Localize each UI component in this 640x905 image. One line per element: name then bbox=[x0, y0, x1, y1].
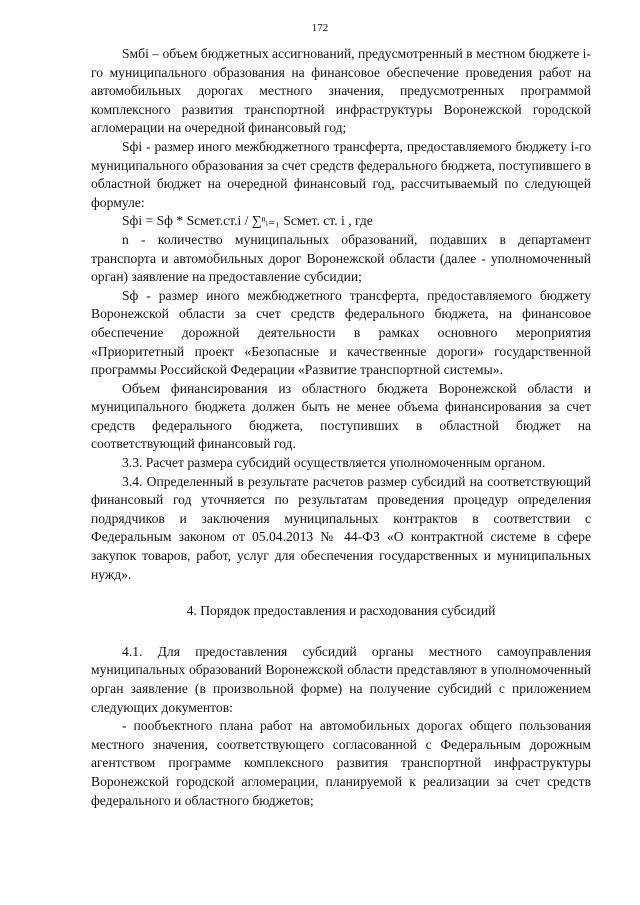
document-body bbox=[91, 45, 591, 810]
section-heading-4: 4. Порядок предоставления и расходования субсидий bbox=[186, 603, 496, 619]
paragraph-work-plan: - пообъектного плана работ на автомобильных дорогах общего пользования местного значения, соответствующего согласованной с Федеральным дорожным агентством программе комплексного развития транспортной инфраструктуры Воронежской городской агломерации, планируемой к реализации за счет средств федерального и областного бюджетов; bbox=[91, 718, 591, 808]
paragraph-3-3: 3.3. Расчет размера субсидий осуществляется уполномоченным органом. bbox=[122, 455, 546, 471]
paragraph-4-1: 4.1. Для предоставления субсидий органы местного самоуправления муниципальных образований Воронежской области представляют в уполномоченный орган заявление (в произвольной форме) на получение субсидий с приложением следующих документов: bbox=[91, 643, 591, 715]
paragraph-smb-definition: Sмбi – объем бюджетных ассигнований, предусмотренный в местном бюджете i-го муниципального образования на финансовое обеспечение проведения работ на автомобильных дорогах местного значения, предусмотренных программой комплексного развития транспортной инфраструктуры Воронежской городской агломерации на очередной финансовый год; bbox=[91, 46, 591, 136]
paragraph-sf-definition: Sф - размер иного межбюджетного трансферта, предоставляемого бюджету Воронежской области за счет средств федерального бюджета, на финансовое обеспечение дорожной деятельности в рамках основного мероприятия «Приоритетный проект «Безопасные и качественные дороги» государственной программы Российской Федерации «Развитие транспортной системы». bbox=[91, 287, 591, 378]
formula-sfi: Sфi = Sф * Sсмет.ст.i / ∑ⁿᵢ₌₁ Sсмет. ст. i , где bbox=[122, 213, 373, 229]
paragraph-financing-volume: Объем финансирования из областного бюджета Воронежской области и муниципального бюджета должен быть не менее объема финансирования за счет средств федерального бюджета, поступивших в областной бюджет на соответствующий финансовый год. bbox=[91, 380, 591, 452]
paragraph-n-definition: n - количество муниципальных образований, подавших в департамент транспорта и автомобильных дорог Воронежской области (далее - уполномоченный орган) заявление на предоставление субсидии; bbox=[91, 231, 591, 285]
page-number: 172 bbox=[311, 22, 329, 34]
paragraph-sfi-definition: Sфi - размер иного межбюджетного трансферта, предоставляемого бюджету i-го муниципального образования за счет средств федерального бюджета, поступившего в областной бюджет на очередной финансовый год, рассчитываемый по следующей формуле: bbox=[91, 138, 591, 210]
paragraph-3-4: 3.4. Определенный в результате расчетов размер субсидий на соответствующий финансовый год уточняется по результатам проведения процедур определения подрядчиков и заключения муниципальных контрактов в соответствии с Федеральным законом от 05.04.2013 № 44-ФЗ «О контрактной системе в сфере закупок товаров, работ, услуг для обеспечения государственных и муниципальных нужд». bbox=[91, 473, 591, 582]
